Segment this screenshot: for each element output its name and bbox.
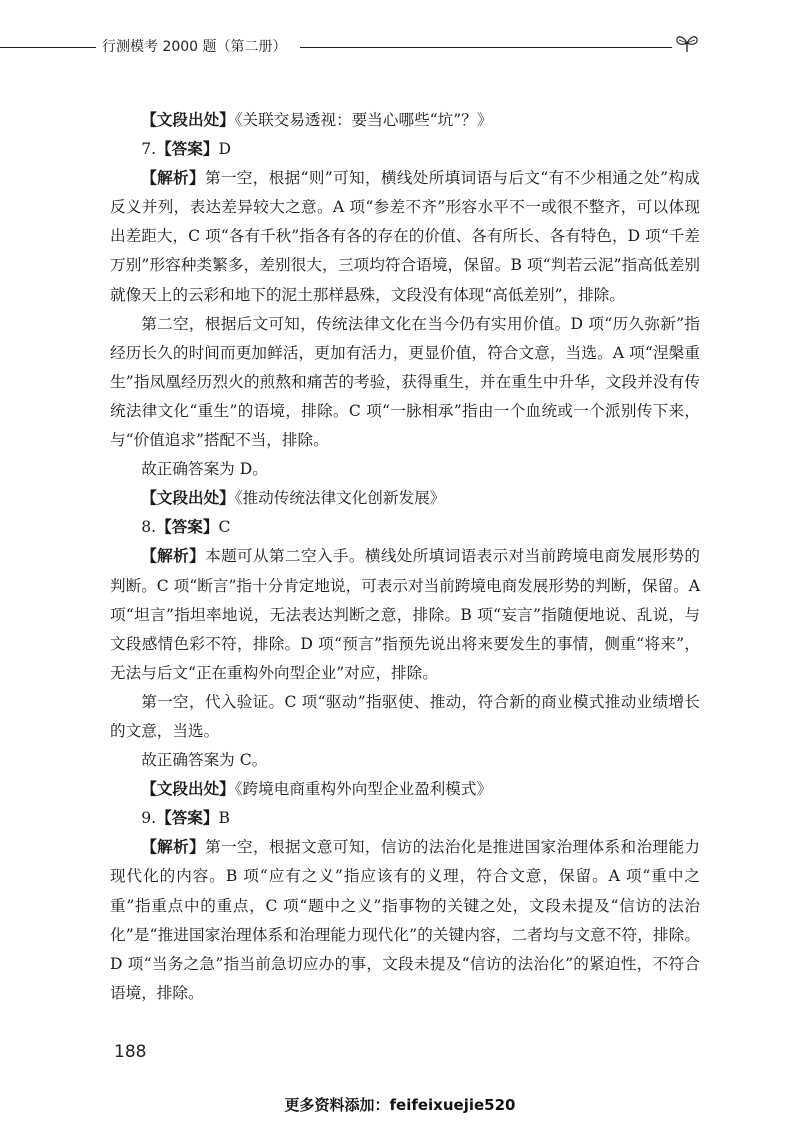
q7-source-line xyxy=(110,484,700,513)
source-label: 【文段出处】 xyxy=(141,489,235,508)
answer-number: 8. xyxy=(141,518,157,537)
q8-conclusion: 故正确答案为 C。 xyxy=(141,751,268,770)
source-text: 《跨境电商重构外向型企业盈利模式》 xyxy=(234,780,493,799)
header-rule-right xyxy=(300,47,672,48)
sprout-icon xyxy=(674,30,700,56)
analysis-label: 【解析】 xyxy=(141,169,205,188)
header-title: 行测模考 2000 题（第二册） xyxy=(102,39,287,55)
footer-note: 更多资料添加：feifeixuejie520 xyxy=(284,1096,516,1114)
answer-label: 【答案】 xyxy=(156,140,219,159)
q7-conclusion: 故正确答案为 D。 xyxy=(141,460,268,479)
q9-answer-line xyxy=(110,804,700,833)
q7-answer-line xyxy=(110,135,700,164)
source-text: 《推动传统法律文化创新发展》 xyxy=(234,489,446,508)
q8-source-line xyxy=(110,775,700,804)
answer-number: 9. xyxy=(141,809,157,828)
analysis-text: 本题可从第二空入手。横线处所填词语表示对当前跨境电商发展形势的判断。C 项“断言”指十分肯定地说，可表示对当前跨境电商发展形势的判断，保留。A 项“坦言”指坦率地说，无法表达判断之意，排除。B 项“妄言”指随便地说、乱说，与文段感情色彩不符，排除。D 项“预言”指预先说出将来要发生的事情，侧重“将来”，无法与后文“正在重构外向型企业”对应，排除。 xyxy=(110,547,700,682)
answer-value: B xyxy=(218,809,230,828)
answer-value: D xyxy=(218,140,231,159)
analysis-label: 【解析】 xyxy=(141,547,206,566)
running-header xyxy=(0,36,800,60)
answer-analysis-body xyxy=(110,106,700,1008)
analysis-text: 第一空，根据“则”可知，横线处所填词语与后文“有不少相通之处”构成反义并列，表达差异较大之意。A 项“参差不齐”形容水平不一或很不整齐，可以体现出差距大，C 项“各有千秋”指各有各的存在的价值、各有所长、各有特色，D 项“千差万别”形容种类繁多，差别很大，三项均符合语境，保留。B 项“判若云泥”指高低差别就像天上的云彩和地下的泥土那样悬殊，文段没有体现“高低差别”，排除。 xyxy=(110,169,700,304)
q8-answer-line xyxy=(110,513,700,542)
analysis-label: 【解析】 xyxy=(141,838,206,857)
q8-analysis-para-2: 第一空，代入验证。C 项“驱动”指驱使、推动，符合新的商业模式推动业绩增长的文意，当选。 xyxy=(110,692,700,740)
q7-analysis-para-1 xyxy=(110,164,700,309)
source-text: 《关联交易透视：要当心哪些“坑”？》 xyxy=(234,111,493,129)
analysis-text: 第一空，根据文意可知，信访的法治化是推进国家治理体系和治理能力现代化的内容。B 项“应有之义”指应该有的义理，符合文意，保留。A 项“重中之重”指重点中的重点，C 项“题中之义”指事物的关键之处，文段未提及“信访的法治化”是“推进国家治理体系和治理能力现代化”的关键内容，二者均与文意不符，排除。D 项“当务之急”指当前急切应办的事，文段未提及“信访的法治化”的紧迫性，不符合语境，排除。 xyxy=(110,838,700,1002)
q7-analysis-para-2: 第二空，根据后文可知，传统法律文化在当今仍有实用价值。D 项“历久弥新”指经历长久的时间而更加鲜活，更加有活力，更显价值，符合文意，当选。A 项“涅槃重生”指凤凰经历烈火的煎熬和痛苦的考验，获得重生，并在重生中升华，文段并没有传统法律文化“重生”的语境，排除。C 项“一脉相承”指由一个血统或一个派别传下来，与“价值追求”搭配不当，排除。 xyxy=(110,314,700,450)
q8-analysis-para-1 xyxy=(110,542,700,687)
source-label: 【文段出处】 xyxy=(141,780,235,799)
answer-label: 【答案】 xyxy=(156,518,219,537)
header-rule-left xyxy=(0,47,96,48)
answer-number: 7. xyxy=(141,140,157,159)
answer-label: 【答案】 xyxy=(156,809,219,828)
q6-source-line xyxy=(110,106,700,135)
source-label: 【文段出处】 xyxy=(141,111,235,129)
page-number: 188 xyxy=(114,1042,147,1062)
answer-value: C xyxy=(218,518,231,537)
q9-analysis-para-1 xyxy=(110,833,700,1008)
